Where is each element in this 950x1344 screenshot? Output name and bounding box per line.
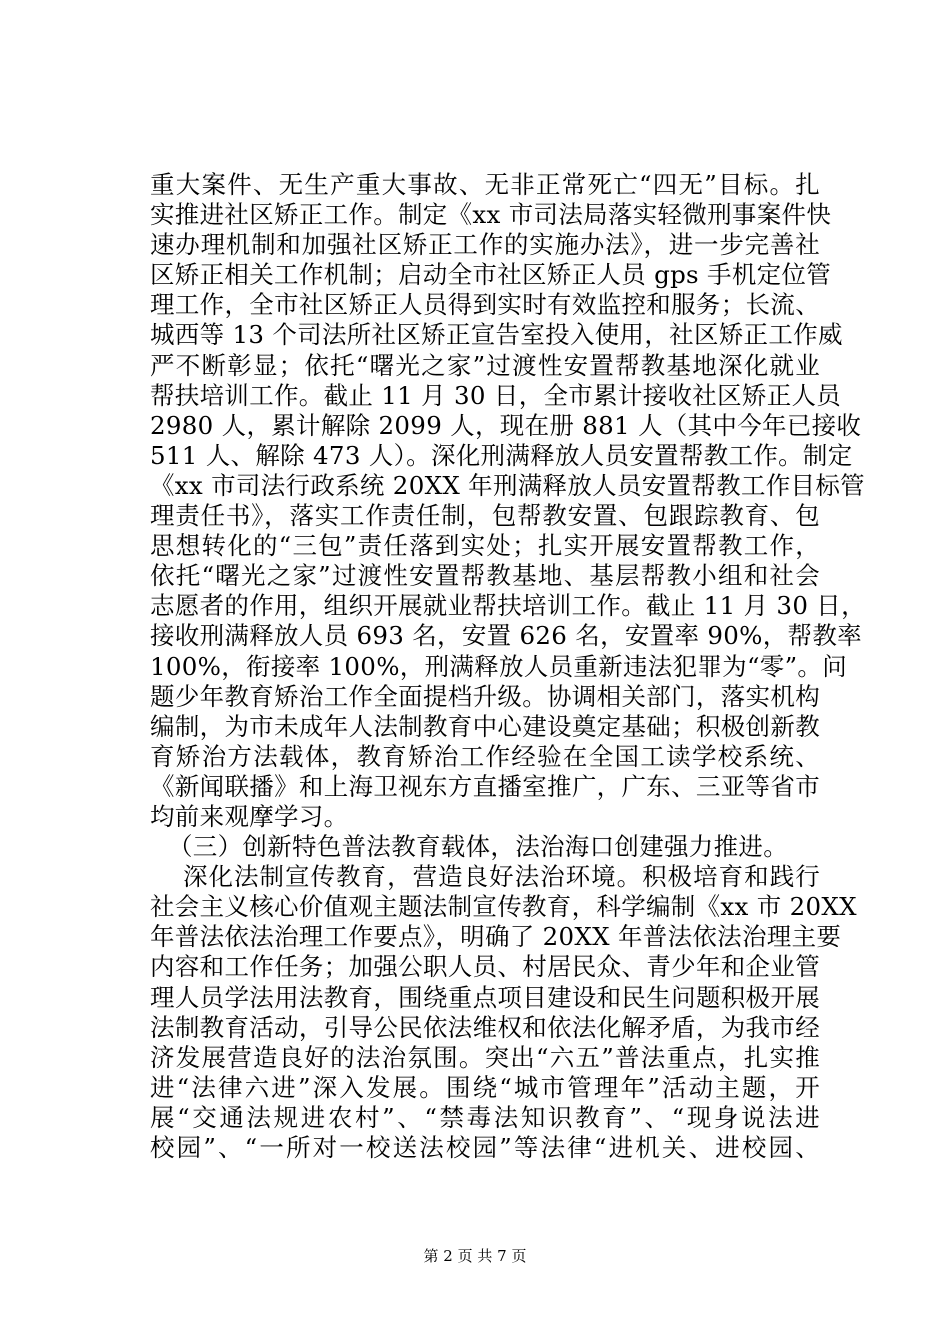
- text-line: 内容和工作任务；加强公职人员、村居民众、青少年和企业管: [150, 952, 820, 982]
- text-line: 《xx 市司法行政系统 20XX 年刑满释放人员安置帮教工作目标管: [150, 470, 865, 500]
- text-line: 进“法律六进”深入发展。围绕“城市管理年”活动主题，开: [150, 1072, 820, 1102]
- text-line: 思想转化的“三包”责任落到实处；扎实开展安置帮教工作，: [150, 531, 820, 561]
- text-line: 100%，衔接率 100%，刑满释放人员重新违法犯罪为“零”。问: [150, 651, 848, 681]
- text-line: 帮扶培训工作。截止 11 月 30 日，全市累计接收社区矫正人员: [150, 380, 842, 410]
- text-line: 区矫正相关工作机制；启动全市社区矫正人员 gps 手机定位管: [150, 260, 832, 290]
- text-line: 均前来观摩学习。: [150, 801, 349, 831]
- text-line: 重大案件、无生产重大事故、无非正常死亡“四无”目标。扎: [150, 170, 820, 199]
- text-line: 2980 人，累计解除 2099 人，现在册 881 人（其中今年已接收: [150, 410, 862, 440]
- text-line: 济发展营造良好的法治氛围。突出“六五”普法重点，扎实推: [150, 1042, 820, 1072]
- text-line: 题少年教育矫治工作全面提档升级。协调相关部门，落实机构: [150, 681, 820, 711]
- text-line: 城西等 13 个司法所社区矫正宣告室投入使用，社区矫正工作威: [150, 320, 843, 350]
- paragraph-first-line: 深化法制宣传教育，营造良好法治环境。积极培育和践行: [183, 862, 820, 892]
- text-line: 严不断彰显；依托“曙光之家”过渡性安置帮教基地深化就业: [150, 350, 820, 380]
- text-line: 社会主义核心价值观主题法制宣传教育，科学编制《xx 市 20XX: [150, 892, 857, 922]
- text-line: 志愿者的作用，组织开展就业帮扶培训工作。截止 11 月 30 日，: [150, 591, 866, 621]
- text-line: 511 人、解除 473 人）。深化刑满释放人员安置帮教工作。制定: [150, 440, 853, 470]
- text-line: 《新闻联播》和上海卫视东方直播室推广，广东、三亚等省市: [150, 771, 820, 801]
- text-line: 校园”、“一所对一校送法校园”等法律“进机关、进校园、: [150, 1133, 820, 1162]
- text-line: 接收刑满释放人员 693 名，安置 626 名，安置率 90%，帮教率: [150, 621, 862, 651]
- text-line: 理工作，全市社区矫正人员得到实时有效监控和服务；长流、: [150, 290, 820, 320]
- text-line: 年普法依法治理工作要点》，明确了 20XX 年普法依法治理主要: [150, 922, 842, 952]
- page-number-label: 第 2 页 共 7 页: [423, 1247, 527, 1265]
- text-line: 编制，为市未成年人法制教育中心建设奠定基础；积极创新教: [150, 711, 820, 741]
- text-line: 依托“曙光之家”过渡性安置帮教基地、基层帮教小组和社会: [150, 561, 820, 591]
- page-footer: [0, 1246, 950, 1266]
- section-heading: （三）创新特色普法教育载体，法治海口创建强力推进。: [168, 832, 788, 862]
- text-line: 展“交通法规进农村”、“禁毒法知识教育”、“现身说法进: [150, 1102, 820, 1132]
- text-line: 法制教育活动，引导公民依法维权和依法化解矛盾，为我市经: [150, 1012, 820, 1042]
- text-line: 实推进社区矫正工作。制定《xx 市司法局落实轻微刑事案件快: [150, 200, 832, 230]
- text-line: 速办理机制和加强社区矫正工作的实施办法》，进一步完善社: [150, 230, 820, 260]
- body-text: [150, 170, 866, 1163]
- text-line: 理责任书》，落实工作责任制，包帮教安置、包跟踪教育、包: [150, 501, 820, 531]
- text-line: 理人员学法用法教育，围绕重点项目建设和民生问题积极开展: [150, 982, 820, 1012]
- text-line: 育矫治方法载体，教育矫治工作经验在全国工读学校系统、: [150, 741, 820, 771]
